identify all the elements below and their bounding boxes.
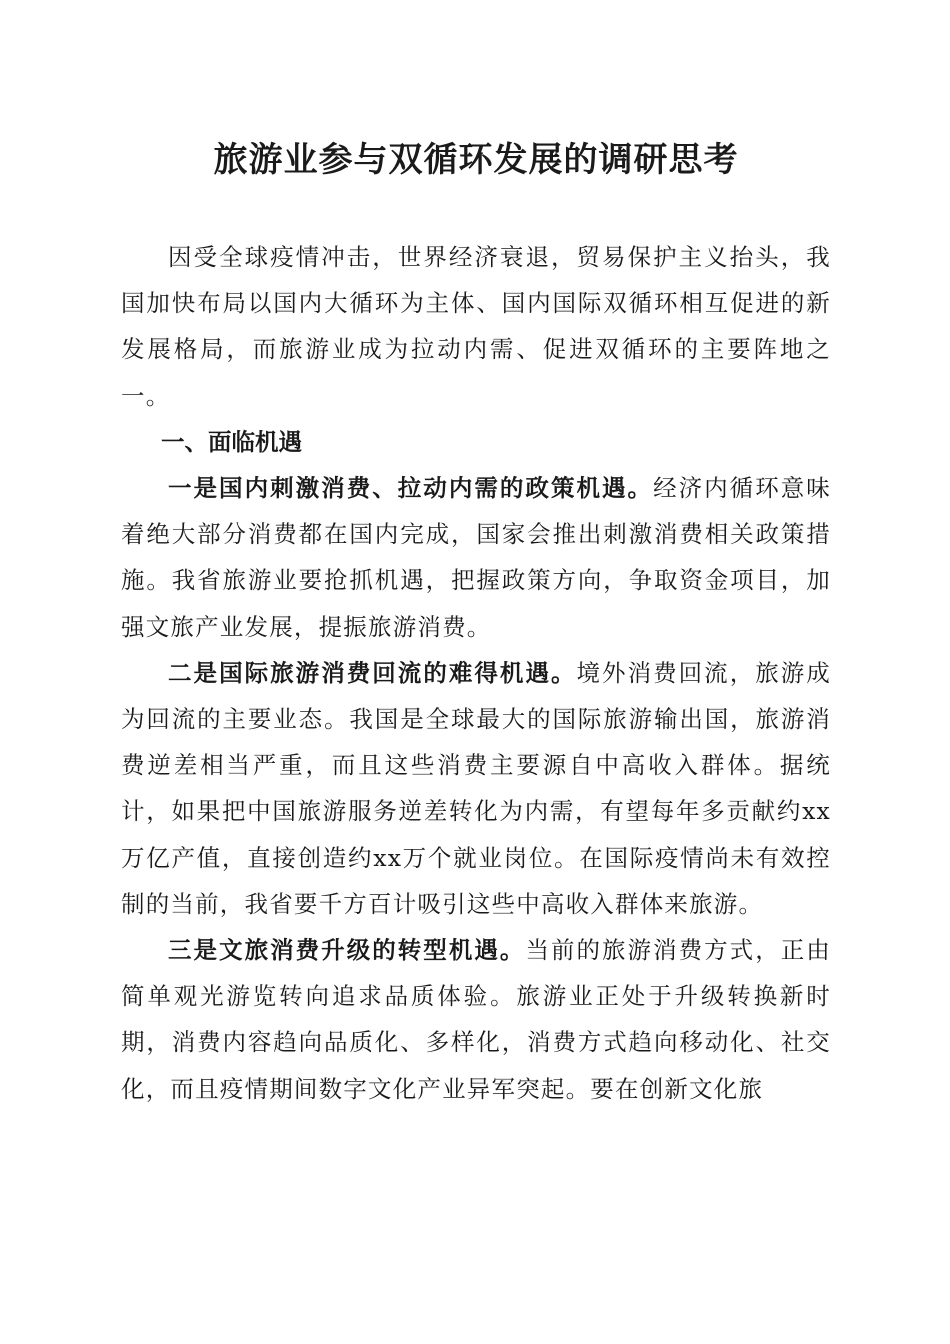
intro-paragraph: 因受全球疫情冲击，世界经济衰退，贸易保护主义抬头，我国加快布局以国内大循环为主体、国内国际双循环相互促进的新发展格局，而旅游业成为拉动内需、促进双循环的主要阵地之一。 <box>121 243 831 410</box>
opportunity-paragraph-2 <box>121 650 831 927</box>
paragraph-lead: 一是国内刺激消费、拉动内需的政策机遇。 <box>168 474 654 503</box>
paragraph-body: 境外消费回流，旅游成为回流的主要业态。我国是全球最大的国际旅游输出国，旅游消费逆差相当严重，而且这些消费主要源自中高收入群体。据统计，如果把中国旅游服务逆差转化为内需，有望每年多贡献约xx万亿产值，直接创造约xx万个就业岗位。在国际疫情尚未有效控制的当前，我省要千方百计吸引这些中高收入群体来旅游。 <box>121 658 832 918</box>
document-title: 旅游业参与双循环发展的调研思考 <box>213 140 739 180</box>
paragraph-lead: 二是国际旅游消费回流的难得机遇。 <box>168 658 577 687</box>
section-heading-opportunities: 一、面临机遇 <box>161 427 302 456</box>
opportunity-paragraph-3 <box>121 927 831 1112</box>
opportunity-paragraph-1 <box>121 465 831 650</box>
paragraph-lead: 三是文旅消费升级的转型机遇。 <box>168 936 526 965</box>
document-page <box>121 136 831 1112</box>
paragraph-body: 当前的旅游消费方式，正由简单观光游览转向追求品质体验。旅游业正处于升级转换新时期，消费内容趋向品质化、多样化，消费方式趋向移动化、社交化，而且疫情期间数字文化产业异军突起。要在创新文化旅 <box>121 936 831 1103</box>
paragraph-body: 经济内循环意味着绝大部分消费都在国内完成，国家会推出刺激消费相关政策措施。我省旅游业要抢抓机遇，把握政策方向，争取资金项目，加强文旅产业发展，提振旅游消费。 <box>121 474 831 641</box>
